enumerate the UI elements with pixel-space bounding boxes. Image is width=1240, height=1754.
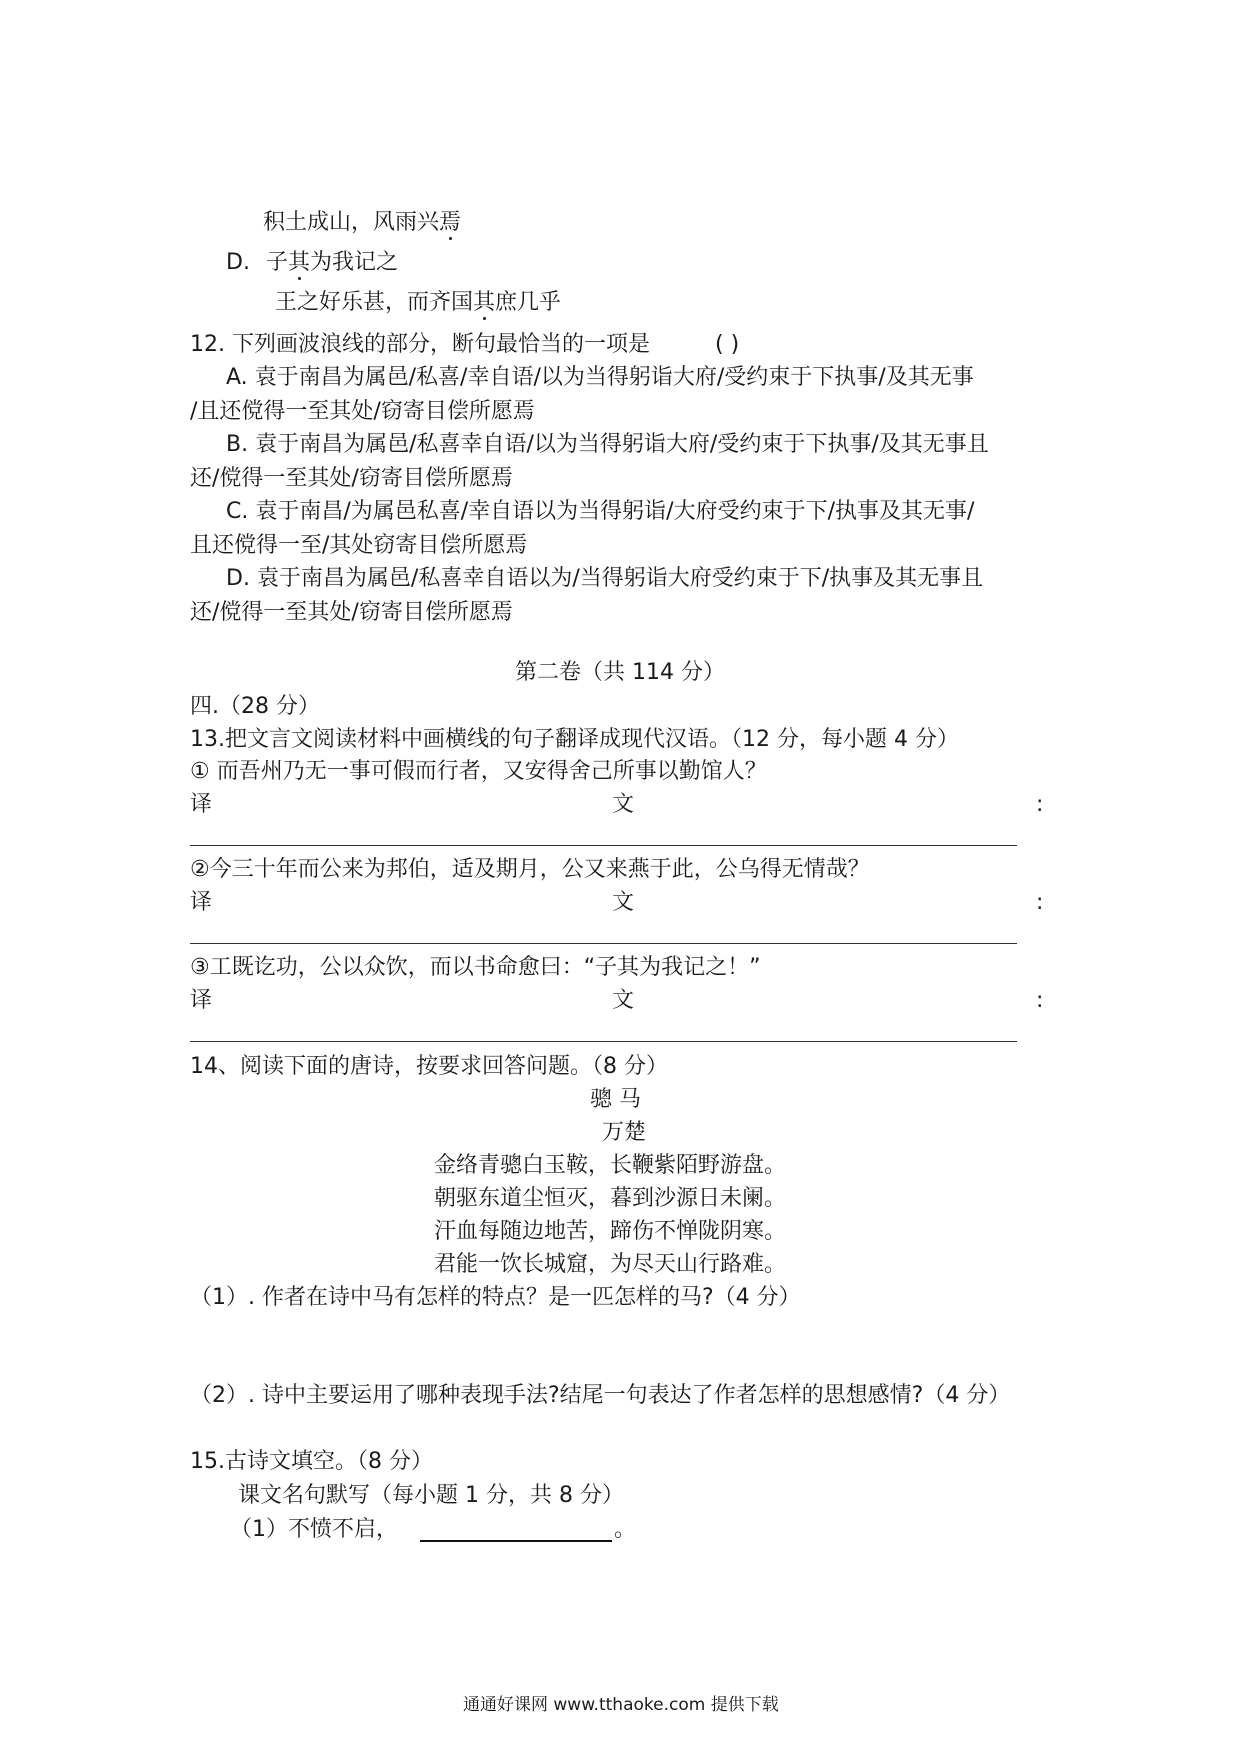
q15-item1-blank[interactable] [420, 1540, 612, 1542]
q15-item1-end: 。 [614, 1517, 637, 1542]
q13-answer-line-1[interactable] [190, 845, 1017, 846]
q14-subquestion-1: （1）. 作者在诗中马有怎样的特点？是一匹怎样的马?（4 分） [190, 1285, 801, 1310]
poem-title: 骢 马 [590, 1087, 641, 1112]
section4-heading: 四.（28 分） [190, 694, 320, 719]
q13-colon-1: : [1036, 792, 1044, 817]
q11-c-line2: 积土成山，风雨兴焉 [263, 210, 462, 235]
q13-wen-label-1: 文 [612, 792, 635, 817]
q15-item1-text: （1）不愤不启， [230, 1517, 398, 1542]
q13-answer-line-3[interactable] [190, 1041, 1017, 1042]
q13-yi-label-2: 译 [190, 890, 213, 915]
q11-d-line2: 王之好乐甚，而齐国其庶几乎 [275, 290, 562, 315]
q13-sentence2: ②今三十年而公来为邦伯，适及期月，公又来燕于此，公乌得无情哉？ [190, 857, 870, 882]
poem-line-4: 君能一饮长城窟，为尽天山行路难。 [434, 1252, 787, 1277]
q12-option-a-line2: /且还傥得一至其处/窃寄目偿所愿焉 [190, 399, 535, 424]
poem-line-2: 朝驱东道尘恒灭，暮到沙源日未阑。 [434, 1186, 787, 1211]
poem-author: 万楚 [602, 1120, 647, 1145]
q12-option-c-line2: 且还傥得一至/其处窃寄目偿所愿焉 [190, 533, 528, 558]
q13-sentence3: ③工既讫功，公以众饮，而以书命愈曰：“子其为我记之！” [190, 955, 761, 980]
q13-stem: 13.把文言文阅读材料中画横线的句子翻译成现代汉语。（12 分，每小题 4 分） [190, 727, 959, 752]
q12-stem: 12. 下列画波浪线的部分，断句最恰当的一项是 [190, 332, 650, 357]
q12-option-d-line2: 还/傥得一至其处/窃寄目偿所愿焉 [190, 600, 513, 625]
q13-answer-line-2[interactable] [190, 943, 1017, 944]
q13-yi-label-3: 译 [190, 988, 213, 1013]
q14-stem: 14、阅读下面的唐诗，按要求回答问题。（8 分） [190, 1054, 668, 1079]
q13-wen-label-2: 文 [612, 890, 635, 915]
q13-yi-label-1: 译 [190, 792, 213, 817]
q15-subheading: 课文名句默写（每小题 1 分，共 8 分） [238, 1483, 624, 1508]
q12-option-b-line2: 还/傥得一至其处/窃寄目偿所愿焉 [190, 466, 513, 491]
q15-stem: 15.古诗文填空。（8 分） [190, 1449, 433, 1474]
q12-option-b-line1: B. 袁于南昌为属邑/私喜幸自语/以为当得躬诣大府/受约束于下执事/及其无事且 [226, 432, 989, 457]
footer-source: 通通好课网 www.tthaoke.com 提供下载 [463, 1695, 779, 1715]
q12-answer-paren: ( ) [715, 332, 740, 357]
q13-wen-label-3: 文 [612, 988, 635, 1013]
q11-d-line1: 子其为我记之 [266, 250, 399, 275]
part2-title: 第二卷（共 114 分） [515, 660, 725, 685]
poem-line-1: 金络青骢白玉鞍，长鞭紫陌野游盘。 [434, 1153, 787, 1178]
q12-option-d-line1: D. 袁于南昌为属邑/私喜幸自语以为/当得躬诣大府受约束于下/执事及其无事且 [226, 566, 984, 591]
q13-sentence1: ① 而吾州乃无一事可假而行者，又安得舍己所事以勤馆人？ [190, 759, 767, 784]
q12-option-a-line1: A. 袁于南昌为属邑/私喜/幸自语/以为当得躬诣大府/受约束于下执事/及其无事 [226, 365, 974, 390]
q12-option-c-line1: C. 袁于南昌/为属邑私喜/幸自语以为当得躬诣/大府受约束于下/执事及其无事/ [226, 499, 975, 524]
q11-d-label: D. [226, 250, 250, 275]
q13-colon-2: : [1036, 890, 1044, 915]
poem-line-3: 汗血每随边地苦，蹄伤不惮陇阴寒。 [434, 1219, 787, 1244]
q13-colon-3: : [1036, 988, 1044, 1013]
q14-subquestion-2: （2）. 诗中主要运用了哪种表现手法?结尾一句表达了作者怎样的思想感情?（4 分） [190, 1383, 1011, 1408]
